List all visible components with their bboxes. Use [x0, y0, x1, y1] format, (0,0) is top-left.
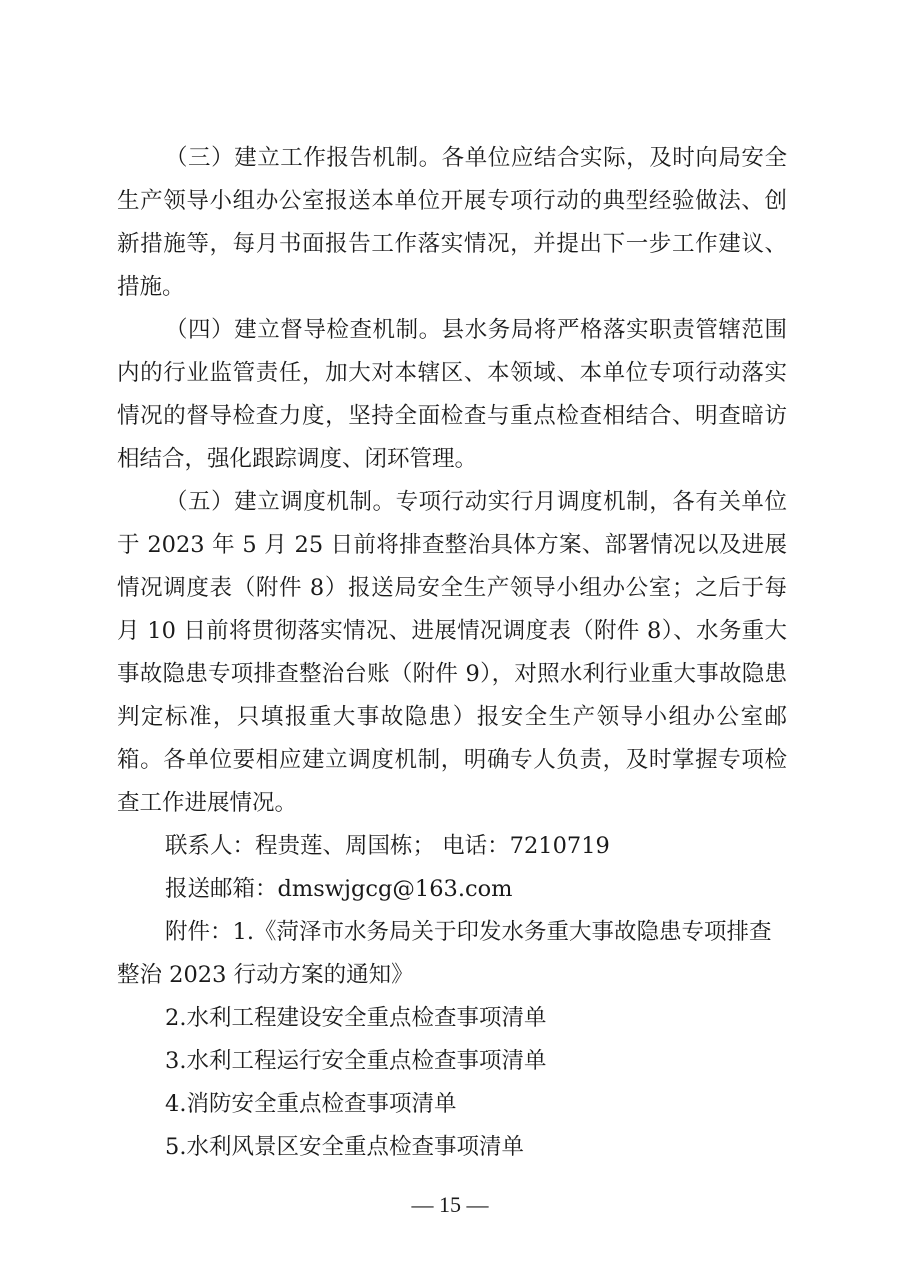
contact-line: 联系人：程贵莲、周国栋； 电话：7210719: [165, 833, 610, 859]
attachment-item-3: 3.水利工程运行安全重点检查事项清单: [165, 1048, 547, 1074]
paragraph-scheduling-mechanism: （五）建立调度机制。专项行动实行月调度机制，各有关单位于 2023 年 5 月 25 日前将排查整治具体方案、部署情况以及进展情况调度表（附件 8）报送局安全生产领导小组办公室；之后于每月 10 日前将贯彻落实情况、进展情况调度表（附件 8）、水务重大事故隐患专项排查整治台账（附件 9），对照水利行业重大事故隐患判定标准，只填报重大事故隐患）报安全生产领导小组办公室邮箱。各单位要相应建立调度机制，明确专人负责，及时掌握专项检查工作进展情况。: [117, 489, 787, 816]
page-number: — 15 —: [411, 1192, 489, 1217]
attachment-item-4: 4.消防安全重点检查事项清单: [165, 1091, 457, 1117]
attachment-item-1: 附件：1.《菏泽市水务局关于印发水务重大事故隐患专项排查整治 2023 行动方案的通知》: [117, 919, 772, 988]
paragraph-supervision-mechanism: （四）建立督导检查机制。县水务局将严格落实职责管辖范围内的行业监管责任，加大对本辖区、本领域、本单位专项行动落实情况的督导检查力度，坚持全面检查与重点检查相结合、明查暗访相结合，强化跟踪调度、闭环管理。: [117, 317, 787, 472]
attachment-item-2: 2.水利工程建设安全重点检查事项清单: [165, 1005, 547, 1031]
email-line: 报送邮箱：dmswjgcg@163.com: [165, 876, 513, 902]
attachment-item-5: 5.水利风景区安全重点检查事项清单: [165, 1134, 524, 1160]
paragraph-work-report-mechanism: （三）建立工作报告机制。各单位应结合实际，及时向局安全生产领导小组办公室报送本单位开展专项行动的典型经验做法、创新措施等，每月书面报告工作落实情况，并提出下一步工作建议、措施。: [117, 145, 787, 300]
